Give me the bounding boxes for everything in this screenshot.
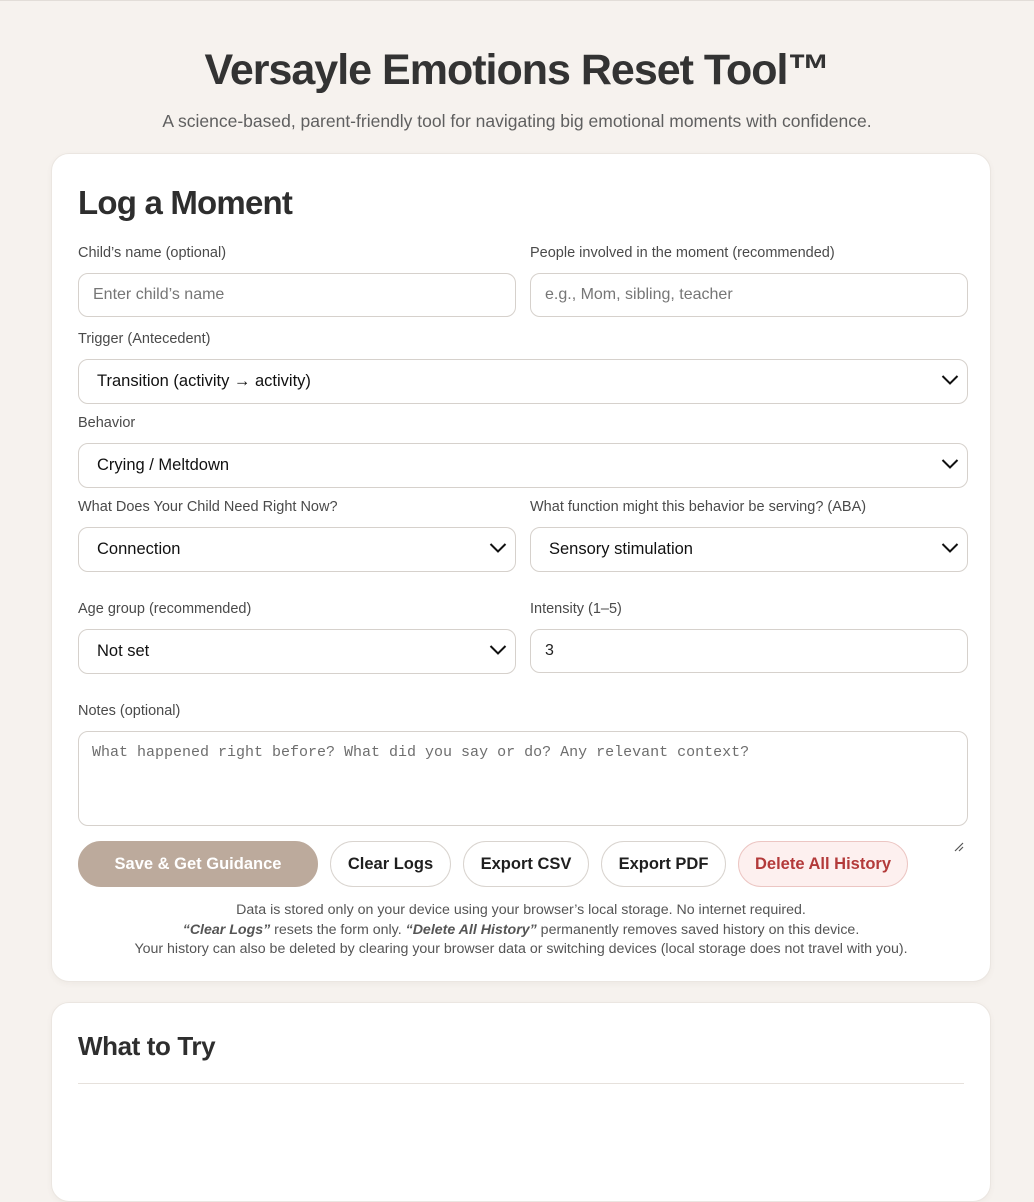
people-involved-input[interactable]: [530, 273, 968, 317]
page-subtitle: A science-based, parent-friendly tool for navigating big emotional moments with confidence.: [162, 111, 872, 131]
child-need-label: What Does Your Child Need Right Now?: [78, 499, 338, 515]
behavior-function-field: [530, 497, 968, 572]
notes-field: [78, 701, 968, 826]
chevron-down-icon: [941, 458, 959, 470]
storage-footnote: [52, 901, 990, 960]
save-guidance-button[interactable]: Save & Get Guidance: [78, 841, 318, 887]
intensity-input[interactable]: [530, 629, 968, 673]
storage-note-text: resets the form only.: [270, 921, 406, 938]
child-need-selected-value: Connection: [97, 540, 181, 558]
section-divider: [78, 1083, 964, 1084]
child-name-label: Child’s name (optional): [78, 245, 227, 261]
behavior-function-selected-value: Sensory stimulation: [549, 540, 693, 558]
storage-note-line2: [52, 921, 990, 941]
chevron-down-icon: [941, 542, 959, 554]
storage-note-line3: Your history can also be deleted by clearing your browser data or switching devices (local storage does not travel with you).: [134, 941, 908, 957]
age-group-select[interactable]: [78, 629, 516, 674]
delete-history-button[interactable]: Delete All History: [738, 841, 908, 887]
people-involved-field: [530, 243, 968, 317]
log-moment-card: [51, 153, 991, 982]
behavior-selected-value: Crying / Meltdown: [97, 456, 230, 474]
child-need-select[interactable]: [78, 527, 516, 572]
behavior-function-label: What function might this behavior be serving? (ABA): [530, 499, 867, 515]
top-border: [0, 0, 1034, 1]
trigger-field: [78, 329, 968, 404]
storage-note-text: permanently removes saved history on this device.: [536, 921, 860, 938]
people-involved-label: People involved in the moment (recommended): [530, 245, 835, 261]
age-group-selected-value: Not set: [97, 642, 150, 660]
chevron-down-icon: [489, 542, 507, 554]
export-csv-button[interactable]: Export CSV: [463, 841, 589, 887]
export-pdf-button[interactable]: Export PDF: [601, 841, 726, 887]
what-to-try-card: [51, 1002, 991, 1202]
age-group-label: Age group (recommended): [78, 601, 252, 617]
clear-logs-emphasis: “Clear Logs”: [182, 921, 271, 938]
storage-note-line1: Data is stored only on your device using your browser’s local storage. No internet required.: [236, 902, 806, 918]
delete-history-emphasis: “Delete All History”: [405, 921, 537, 938]
intensity-label: Intensity (1–5): [530, 601, 622, 617]
resize-grip-icon[interactable]: [952, 840, 964, 852]
trigger-label: Trigger (Antecedent): [78, 331, 211, 347]
what-to-try-title: What to Try: [78, 1031, 216, 1061]
trigger-selected-value: Transition (activity → activity): [97, 372, 311, 390]
chevron-down-icon: [941, 374, 959, 386]
child-need-field: [78, 497, 516, 572]
chevron-down-icon: [489, 644, 507, 656]
intensity-field: [530, 599, 968, 673]
child-name-input[interactable]: [78, 273, 516, 317]
notes-textarea[interactable]: [78, 731, 968, 826]
behavior-function-select[interactable]: [530, 527, 968, 572]
behavior-label: Behavior: [78, 415, 136, 431]
page-title: Versayle Emotions Reset Tool™: [204, 46, 830, 94]
notes-label: Notes (optional): [78, 703, 181, 719]
behavior-select[interactable]: [78, 443, 968, 488]
age-group-field: [78, 599, 516, 674]
log-moment-title: Log a Moment: [78, 184, 293, 221]
child-name-field: [78, 243, 516, 317]
behavior-field: [78, 413, 968, 488]
clear-logs-button[interactable]: Clear Logs: [330, 841, 451, 887]
trigger-select[interactable]: [78, 359, 968, 404]
